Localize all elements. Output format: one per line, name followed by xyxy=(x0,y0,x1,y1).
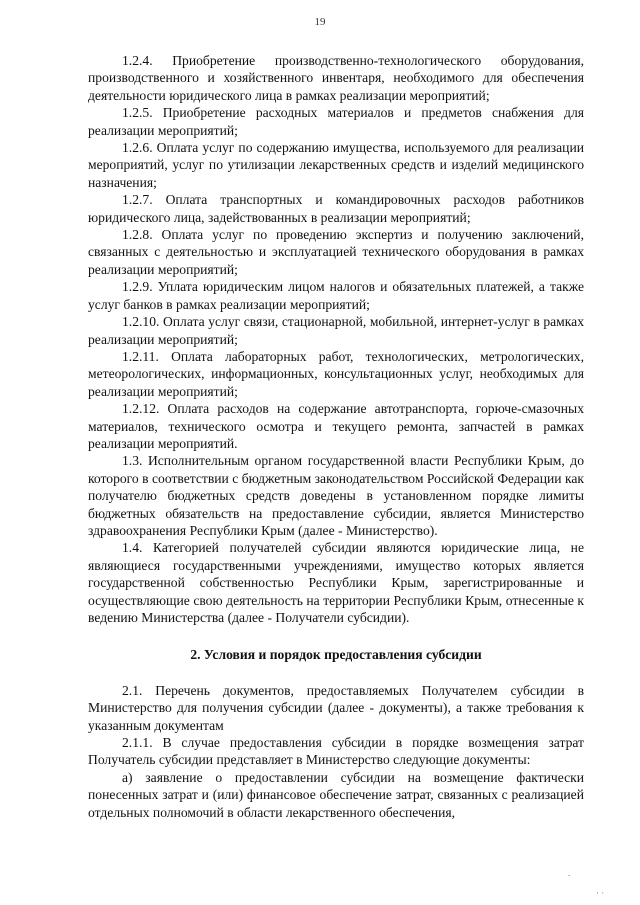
paragraph-1-2-9: 1.2.9. Уплата юридическим лицом налогов и обязательных платежей, а также услуг банков в рамках реализации мероприятий; xyxy=(88,279,584,312)
paragraph-1-2-8: 1.2.8. Оплата услуг по проведению экспертиз и получению заключений, связанных с деятельностью и эксплуатацией технического оборудования в рамках реализации мероприятий; xyxy=(88,227,584,277)
paragraph-2-1-1: 2.1.1. В случае предоставления субсидии в порядке возмещения затрат Получатель субсидии представляет в Министерство следующие документы: xyxy=(88,735,584,768)
paragraph-2-1: 2.1. Перечень документов, предоставляемых Получателем субсидии в Министерство для получения субсидии (далее - документы), а также требования к указанным документам xyxy=(88,682,584,733)
paragraph-1-2-5: 1.2.5. Приобретение расходных материалов и предметов снабжения для реализации мероприятий; xyxy=(88,105,584,138)
paragraphs-before-section xyxy=(88,52,584,626)
paragraph-1-2-12: 1.2.12. Оплата расходов на содержание автотранспорта, горюче-смазочных материалов, технического осмотра и текущего ремонта, запчастей в рамках реализации мероприятий. xyxy=(88,401,584,451)
section-heading: 2. Условия и порядок предоставления субсидии xyxy=(190,647,482,663)
paragraph-1-2-7: 1.2.7. Оплата транспортных и командировочных расходов работников юридического лица, задействованных в реализации мероприятий; xyxy=(88,192,584,225)
paragraph-2-1-1-a: а) заявление о предоставлении субсидии на возмещение фактически понесенных затрат и (или) финансовое обеспечение затрат, связанных с реализацией отдельных полномочий в области лекарственного обеспечения, xyxy=(88,769,584,820)
page-number: 19 xyxy=(314,16,326,28)
scan-speck: . xyxy=(568,868,571,878)
paragraph-1-2-4: 1.2.4. Приобретение производственно-технологического оборудования, производственного и хозяйственного инвентаря, необходимого для обеспечения деятельности юридического лица в рамках реализации мероприятий; xyxy=(88,53,584,103)
paragraphs-after-section xyxy=(88,682,584,821)
paragraph-1-2-10: 1.2.10. Оплата услуг связи, стационарной, мобильной, интернет-услуг в рамках реализации мероприятий; xyxy=(88,314,584,347)
paragraph-1-4: 1.4. Категорией получателей субсидии являются юридические лица, не являющиеся государственными учреждениями, имущество которых является государственной собственностью Республики Крым, зарегистрированные и осуществляющие свою деятельность на территории Республики Крым, отнесенные к ведению Министерства (далее - Получатели субсидии). xyxy=(88,540,584,625)
paragraph-1-2-6: 1.2.6. Оплата услуг по содержанию имущества, используемого для реализации мероприятий, услуг по утилизации лекарственных средств и изделий медицинского назначения; xyxy=(88,140,584,190)
paragraph-1-3: 1.3. Исполнительным органом государственной власти Республики Крым, до которого в соответствии с бюджетным законодательством Российской Федерации как получателю бюджетных средств доведены в установленном порядке лимиты бюджетных обязательств на предоставление субсидии, является Министерство здравоохранения Республики Крым (далее - Министерство). xyxy=(88,453,584,538)
document-body xyxy=(88,52,584,821)
scan-speck: · · xyxy=(596,888,605,898)
paragraph-1-2-11: 1.2.11. Оплата лабораторных работ, технологических, метрологических, метеорологических, информационных, консультационных услуг, необходимых для реализации мероприятий; xyxy=(88,348,584,399)
